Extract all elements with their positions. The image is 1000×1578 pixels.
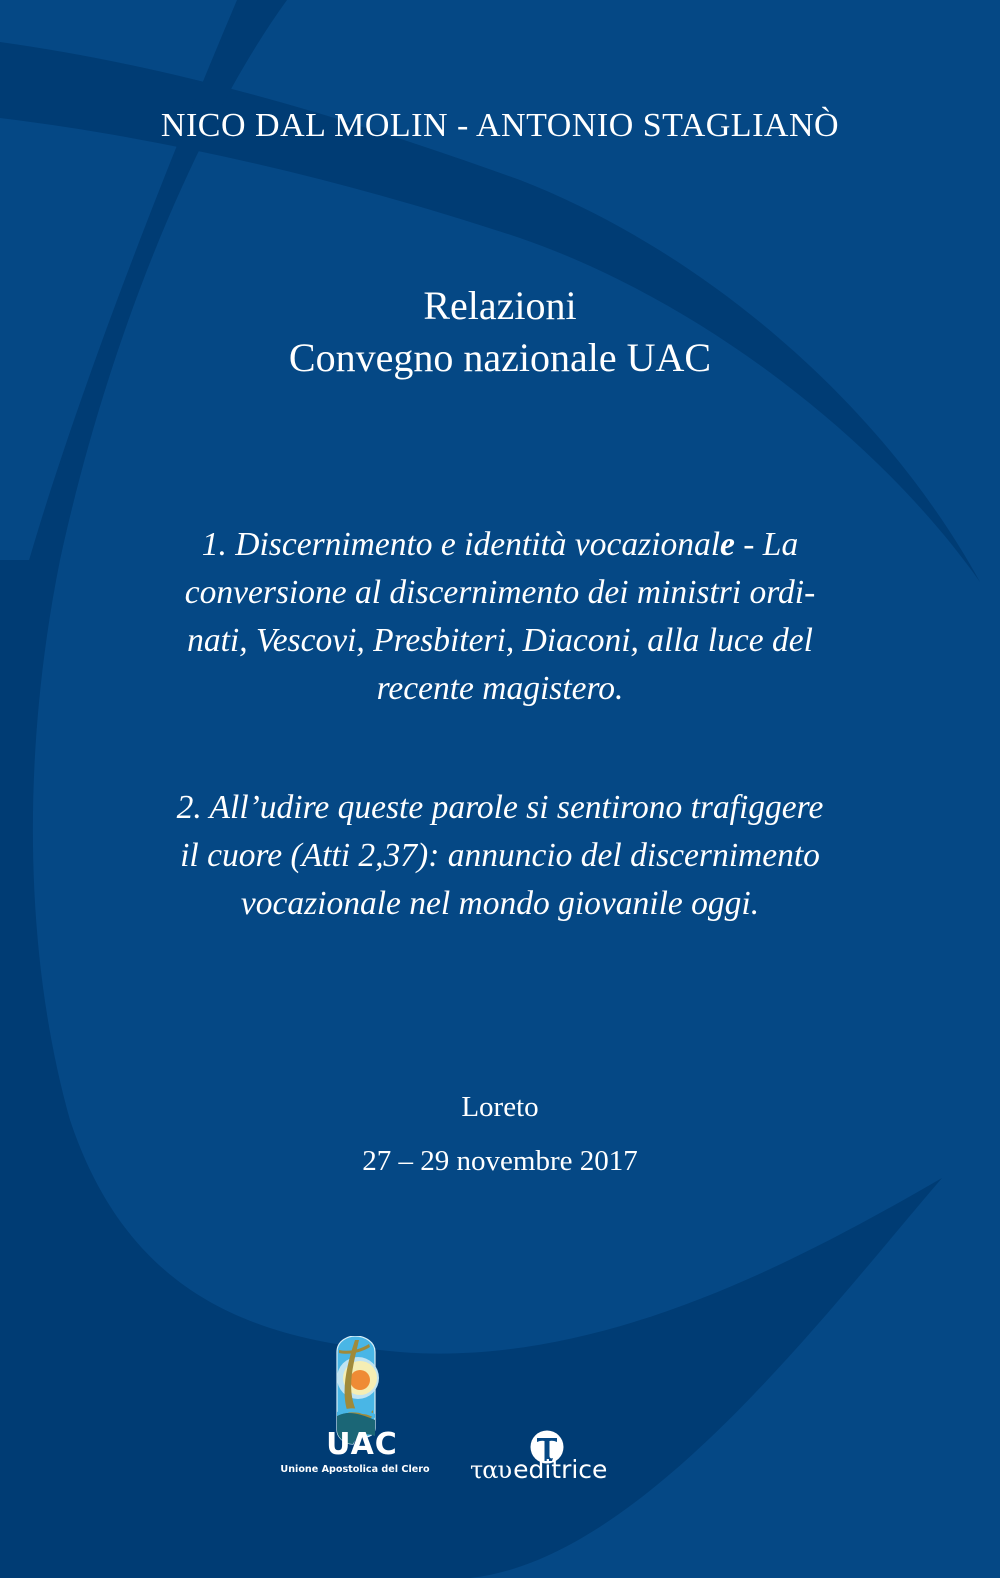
lecture-1-line-3: nati, Vescovi, Presbiteri, Diaconi, alla luce del [187,622,813,659]
lecture-2-line-2: il cuore (Atti 2,37): annuncio del discernimento [180,837,820,874]
title-block [0,280,1000,384]
event-dates: 27 – 29 novembre 2017 [362,1145,638,1177]
lecture-1-line-4: recente magistero. [376,670,624,707]
event-place: Loreto [461,1091,539,1123]
title-line-relazioni: Relazioni [423,283,577,328]
tau-greek-letters: ταυ [470,1456,512,1484]
lecture-2-line-3: vocazionale nel mondo giovanile oggi. [240,885,760,922]
lecture-1-line-1: 1. Discernimento e identità vocazionale - La [201,526,799,563]
lecture-2-line-1: 2. All’udire queste parole si sentirono trafiggere [176,789,824,826]
lecture-1-title [0,521,1000,713]
tau-editrice-wordmark [470,1455,607,1485]
lecture-2-title [0,784,1000,928]
uac-wordmark: UAC [326,1427,398,1462]
bold-letter: e [720,526,735,563]
uac-subtitle: Unione Apostolica del Clero [280,1464,430,1475]
authors-line: NICO DAL MOLIN - ANTONIO STAGLIANÒ [160,107,840,144]
lecture-1-line-2: conversione al discernimento dei ministri ordi- [184,574,816,611]
editrice-word: editrice [513,1455,608,1484]
title-line-convegno: Convegno nazionale UAC [288,335,712,380]
